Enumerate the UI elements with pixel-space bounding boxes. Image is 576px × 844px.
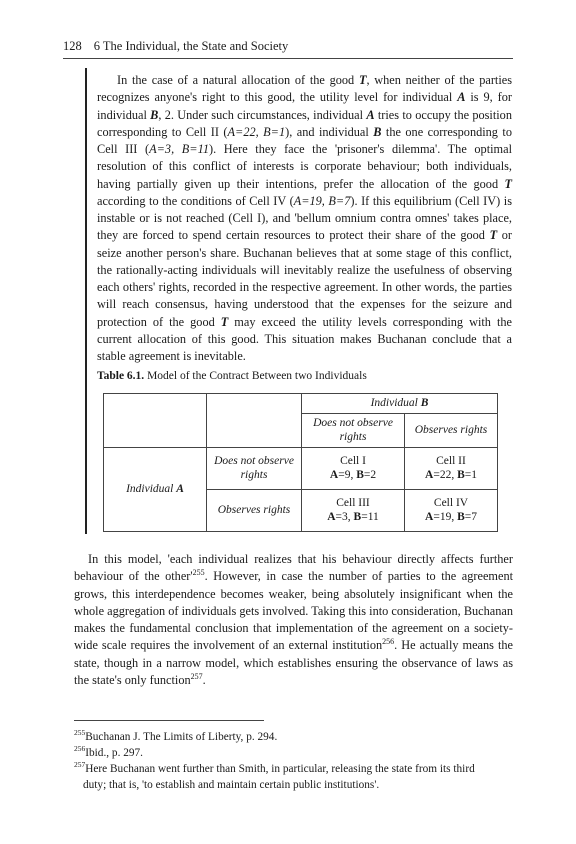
- table-caption: [97, 370, 512, 382]
- contract-table: [103, 393, 498, 532]
- row-header-not-observe: Does not observe rights: [207, 447, 302, 489]
- col-group-header: Individual B: [302, 394, 498, 414]
- running-title: 6 The Individual, the State and Society: [93, 39, 289, 53]
- margin-bar: [85, 68, 87, 534]
- footnote-ref-255[interactable]: 255: [192, 568, 205, 578]
- col-header-observe: Observes rights: [405, 413, 498, 447]
- footnote-255: $^{255}$Buchanan J. The Limits of Liberty, p. 294.: [74, 728, 278, 743]
- col-header-not-observe: Does not observe rights: [302, 413, 405, 447]
- corner-cell-2: [207, 394, 302, 448]
- header-rule: [63, 58, 513, 59]
- footnote-257: $^{257}$Here Buchanan went further than Smith, in particular, releasing the state from its third duty; that is, 'to establish and maintain certain public institutions'.: [74, 760, 475, 791]
- body-paragraph-2: In this model, 'each individual realizes that his behaviour directly affects further behaviour of the $other'^{255}$. However, in case the number of parties to the agreement grows, this interdependence becomes weaker, being absolutely insignificant when the whole aggregation of individuals gets involved. Taking this into consideration, Buchanan makes the fundamental conclusion that implementation of the agreement on a society-wide scale requires the involvement of an external institution$^{256}$. He actually means the state, though in a narrow model, which establishes ensuring the observance of laws as the state's only function$^{257}$.: [74, 552, 514, 688]
- cell-1: Cell I A=9, B=2: [302, 447, 405, 489]
- row-header-observe: Observes rights: [207, 489, 302, 531]
- cell-3: Cell III A=3, B=11: [302, 489, 405, 531]
- footnote-ref-257[interactable]: 257: [190, 671, 203, 681]
- footnote-256: $^{256}$Ibid., p. 297.: [74, 744, 143, 759]
- running-header: [63, 39, 513, 54]
- footnote-ref-256[interactable]: 256: [382, 637, 395, 647]
- body-paragraph-1: In the case of a natural allocation of the good T, when neither of the parties recognizes anyone's right to this good, the utility level for individual A is 9, for individual B, 2. Under such circumstances, individual A tries to occupy the position corresponding to Cell II (A=22, B=1), and individual B the one corresponding to Cell III (A=3, B=11). Here they face the 'prisoner's dilemma'. The optimal resolution of this conflict of interests is corporate behaviour; both individuals, having partially given up their intentions, prefer the allocation of the good T according to the conditions of Cell IV (A=19, B=7). If this equilibrium (Cell IV) is instable or is not reached (Cell I), and 'bellum omnium contra omnes' takes place, they are forced to spend certain resources to protect their share of the good T or seize another person's share. Buchanan believes that at some stage of this conflict, the rationally-acting individuals will inevitably realize the usefulness of observing each others' rights, recorded in the respective agreement. In other words, the parties will reach consensus, having understood that the expenses for the seizure and protection of the good T may exceed the utility levels corresponding with the current allocation of this good. This situation makes Buchanan conclude that a stable agreement is inevitable.: [97, 73, 513, 363]
- cell-4: Cell IV A=19, B=7: [405, 489, 498, 531]
- footnote-rule: [74, 720, 264, 721]
- cell-2: Cell II A=22, B=1: [405, 447, 498, 489]
- table-caption-text: Model of the Contract Between two Individuals: [144, 370, 367, 382]
- table-caption-label: Table 6.1.: [97, 370, 145, 382]
- corner-cell: [104, 394, 207, 448]
- row-group-header: Individual A: [104, 447, 207, 531]
- page-number: 128: [63, 39, 82, 53]
